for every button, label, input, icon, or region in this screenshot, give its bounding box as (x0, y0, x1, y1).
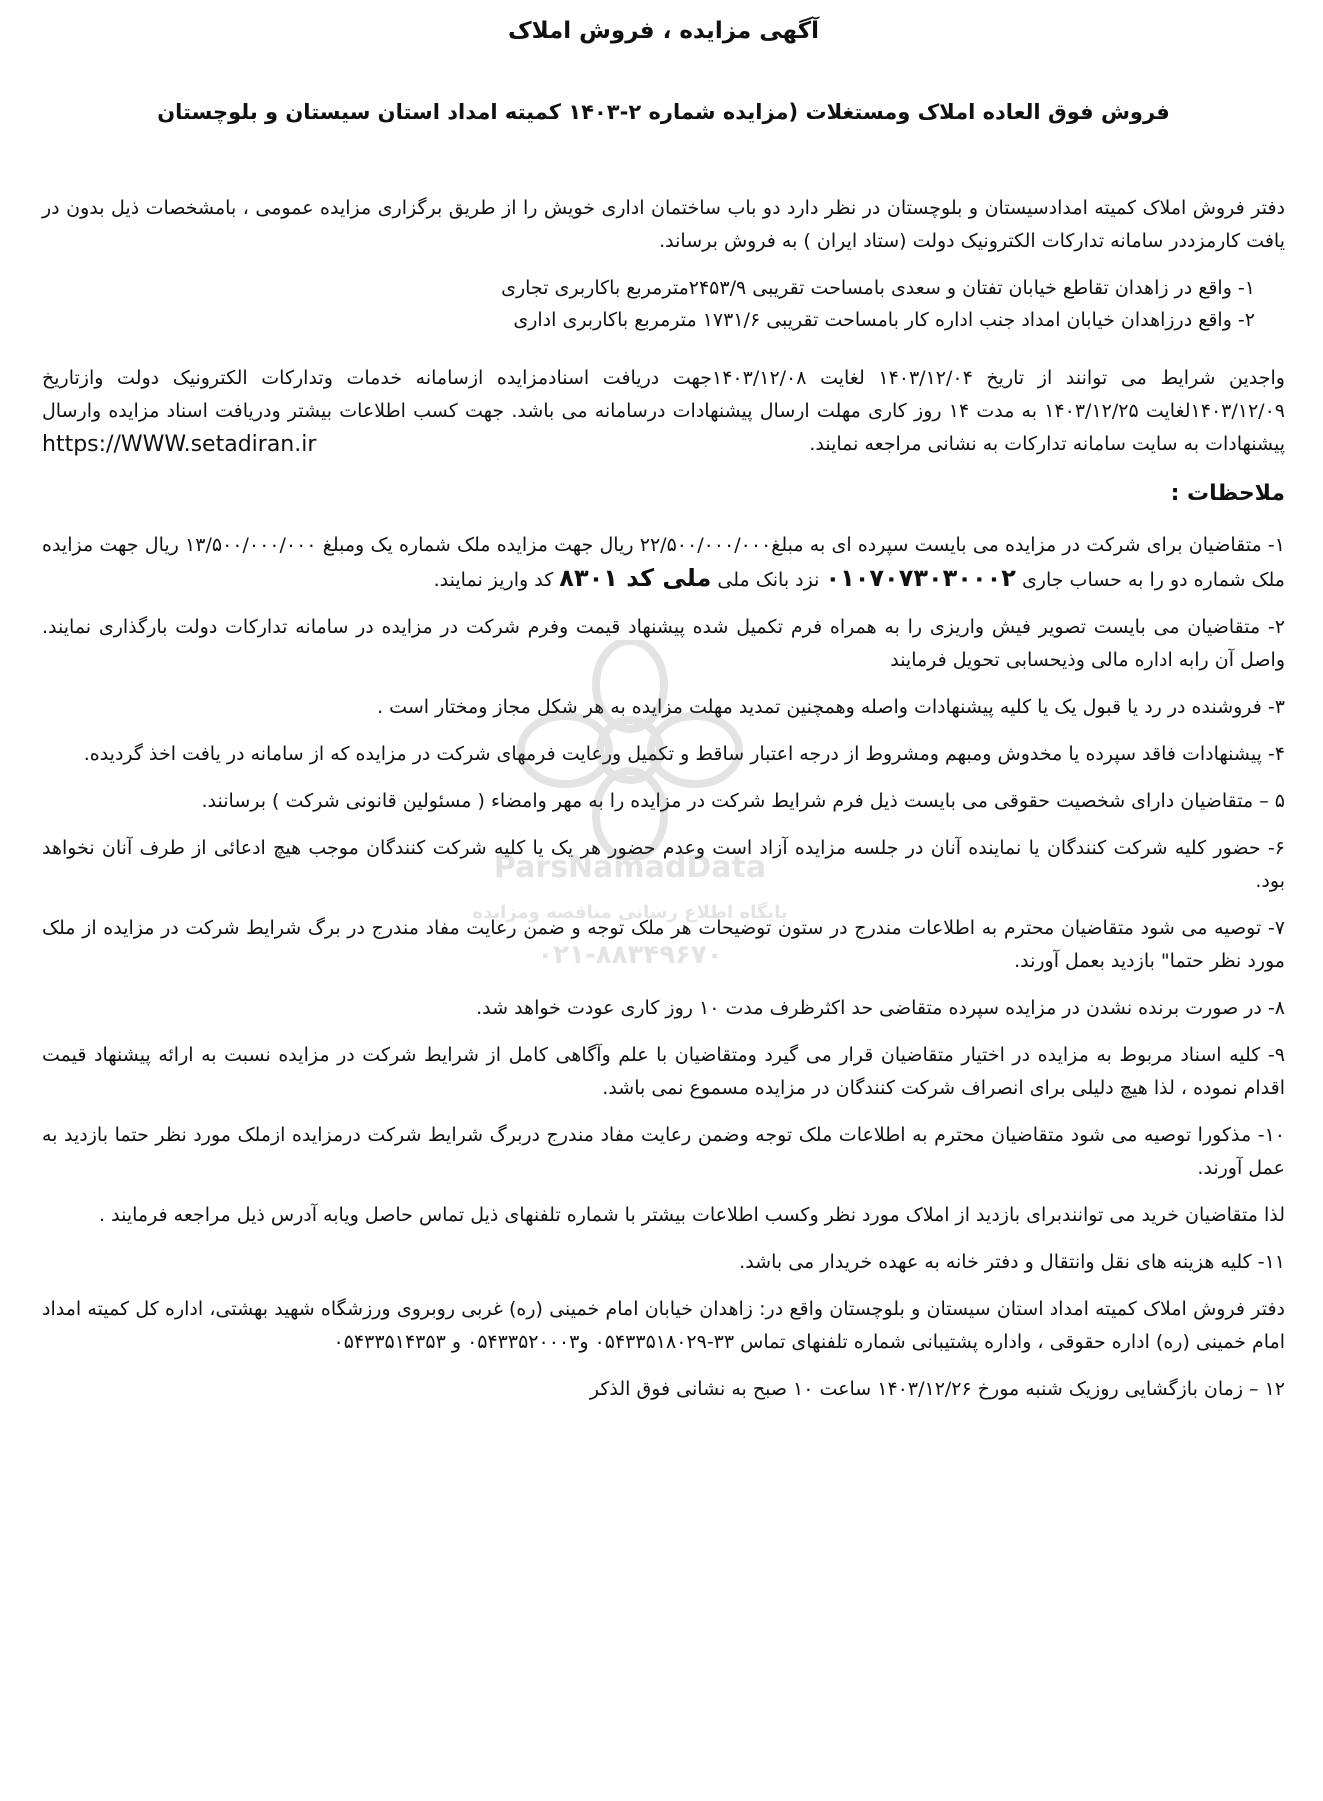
property-item: ۲- واقع درزاهدان خیابان امداد جنب اداره کار بامساحت تقریبی ۱۷۳۱/۶ مترمربع باکاربری اداری (513, 309, 1255, 331)
note-5: ۵ – متقاضیان دارای شخصیت حقوقی می بایست ذیل فرم شرایط شرکت در مزایده را به مهر وامضاء ( مسئولین قانونی شرکت ) برسانند. (201, 790, 1285, 812)
note-7: ۷- توصیه می شود متقاضیان محترم به اطلاعات مندرج در ستون توضیحات هر ملک توجه و ضمن رعایت مفاد مندرج در برگ شرایط شرکت در مزایده از ملک مورد نظر حتما" بازدید بعمل آورند. (42, 917, 1285, 972)
page-title: آگهی مزایده ، فروش املاک (508, 18, 819, 44)
watermark-brand: ParsNamadData (493, 850, 767, 885)
property-list (42, 272, 1285, 336)
opening-time: ۱۲ – زمان بازگشایی روزیک شنبه مورخ ۱۴۰۳/۱۲/۲۶ ساعت ۱۰ صبح به نشانی فوق الذکر (589, 1378, 1285, 1400)
note-4: ۴- پیشنهادات فاقد سپرده یا مخدوش ومبهم ومشروط از درجه اعتبار ساقط و تکمیل ورعایت فرمهای شرکت در مزایده که از سامانه در یافت اخذ گردیده. (83, 743, 1285, 765)
note-1-text: ۱- متقاضیان برای شرکت در مزایده می بایست سپرده ای به مبلغ۲۲/۵۰۰/۰۰۰/۰۰۰ ریال جهت مزایده ملک شماره یک ومبلغ ۱۳/۵۰۰/۰۰۰/۰۰۰ ریال جهت مزایده ملک شماره دو را به حساب جاری (42, 534, 1285, 591)
note-9: ۹- کلیه اسناد مربوط به مزایده در اختیار متقاضیان قرار می گیرد ومتقاضیان با علم وآگاهی کامل از شرایط شرکت در مزایده نسبت به ارائه پیشنهاد قیمت اقدام نموده ، لذا هیچ دلیلی برای انصراف شرکت کنندگان در مزایده مسموع نمی باشد. (42, 1044, 1285, 1099)
note-10: ۱۰- مذکورا توصیه می شود متقاضیان محترم به اطلاعات ملک توجه وضمن رعایت مفاد مندرج دربرگ شرایط شرکت درمزایده ازملک مورد نظر حتما بازدید به عمل آورند. (42, 1124, 1285, 1179)
note-8: ۸- در صورت برنده نشدن در مزایده سپرده متقاضی حد اکثرظرف مدت ۱۰ روز کاری عودت خواهد شد. (476, 997, 1285, 1019)
setadiran-link[interactable]: https://WWW.setadiran.ir (42, 432, 317, 457)
visit-paragraph: لذا متقاضیان خرید می توانندبرای بازدید از املاک مورد نظر وکسب اطلاعات بیشتر با شماره تلفنهای ذیل تماس حاصل ویابه آدرس ذیل مراجعه فرمایند . (99, 1204, 1285, 1226)
note-2: ۲- متقاضیان می بایست تصویر فیش واریزی را به همراه فرم تکمیل شده پیشنهاد قیمت وفرم شرکت در مزایده در سامانه تدارکات دولت بارگذاری نمایند. واصل آن رابه اداره مالی وذیحسابی تحویل فرمایند (42, 616, 1285, 671)
note-11: ۱۱- کلیه هزینه های نقل وانتقال و دفتر خانه به عهده خریدار می باشد. (739, 1251, 1285, 1273)
conditions-text: واجدین شرایط می توانند از تاریخ ۱۴۰۳/۱۲/۰۴ لغایت ۱۴۰۳/۱۲/۰۸جهت دریافت اسنادمزایده ازسامانه خدمات وتدارکات الکترونیک دولت وازتاریخ ۱۴۰۳/۱۲/۰۹لغایت ۱۴۰۳/۱۲/۲۵ به مدت ۱۴ روز کاری مهلت ارسال پیشنهادات درسامانه می باشد. جهت کسب اطلاعات بیشتر ودریافت اسناد مزایده وارسال پیشنهادات به سایت سامانه تدارکات به نشانی مراجعه نمایند. (42, 367, 1285, 455)
watermark-phone: ۰۲۱-۸۸۳۴۹۶۷۰ (537, 940, 723, 970)
property-item: ۱- واقع در زاهدان تقاطع خیابان تفتان و سعدی بامساحت تقریبی ۲۴۵۳/۹مترمربع باکاربری تجاری (501, 277, 1255, 299)
conditions-paragraph (42, 362, 1285, 461)
watermark-caption: پایگاه اطلاع رسانی مناقصه ومزایده (472, 902, 788, 923)
page-subtitle: فروش فوق العاده املاک ومستغلات (مزایده شماره ۲-۱۴۰۳ کمیته امداد استان سیستان و بلوچستان (157, 100, 1170, 124)
notes-heading: ملاحظات : (1170, 481, 1285, 506)
note-3: ۳- فروشنده در رد یا قبول یک یا کلیه پیشنهادات واصله وهمچنین تمدید مهلت مزایده به هر شکل مجاز ومختار است . (377, 696, 1285, 718)
address-paragraph: دفتر فروش املاک کمیته امداد استان سیستان و بلوچستان واقع در: زاهدان خیابان امام خمینی (ره) غربی روبروی ورزشگاه شهید بهشتی، اداره کل کمیته امداد امام خمینی (ره) اداره حقوقی ، واداره پشتیبانی شماره تلفنهای تماس ۳۳-۰۵۴۳۳۵۱۸۰۲۹ و۰۵۴۳۳۵۲۰۰۰۳ و ۰۵۴۳۳۵۱۴۳۵۳ (42, 1298, 1285, 1353)
note-1-end: کد واریز نمایند. (433, 569, 554, 591)
note-6: ۶- حضور کلیه شرکت کنندگان یا نماینده آنان در جلسه مزایده آزاد است وعدم حضور هر یک یا کلیه شرکت کنندگان موجب هیچ ادعائی از طرف آنان نخواهد بود. (42, 837, 1285, 892)
note-1 (42, 529, 1285, 597)
account-number: ۰۱۰۷۰۷۳۰۳۰۰۰۲ (825, 564, 1016, 592)
branch-code: ملی کد ۸۳۰۱ (559, 564, 712, 592)
bank-name: نزد بانک ملی (717, 569, 820, 591)
intro-paragraph: دفتر فروش املاک کمیته امدادسیستان و بلوچستان در نظر دارد دو باب ساختمان اداری خویش را از طریق برگزاری مزایده عمومی ، بامشخصات ذیل بدون در یافت کارمزددر سامانه تدارکات الکترونیک دولت (ستاد ایران ) به فروش برساند. (42, 197, 1285, 252)
